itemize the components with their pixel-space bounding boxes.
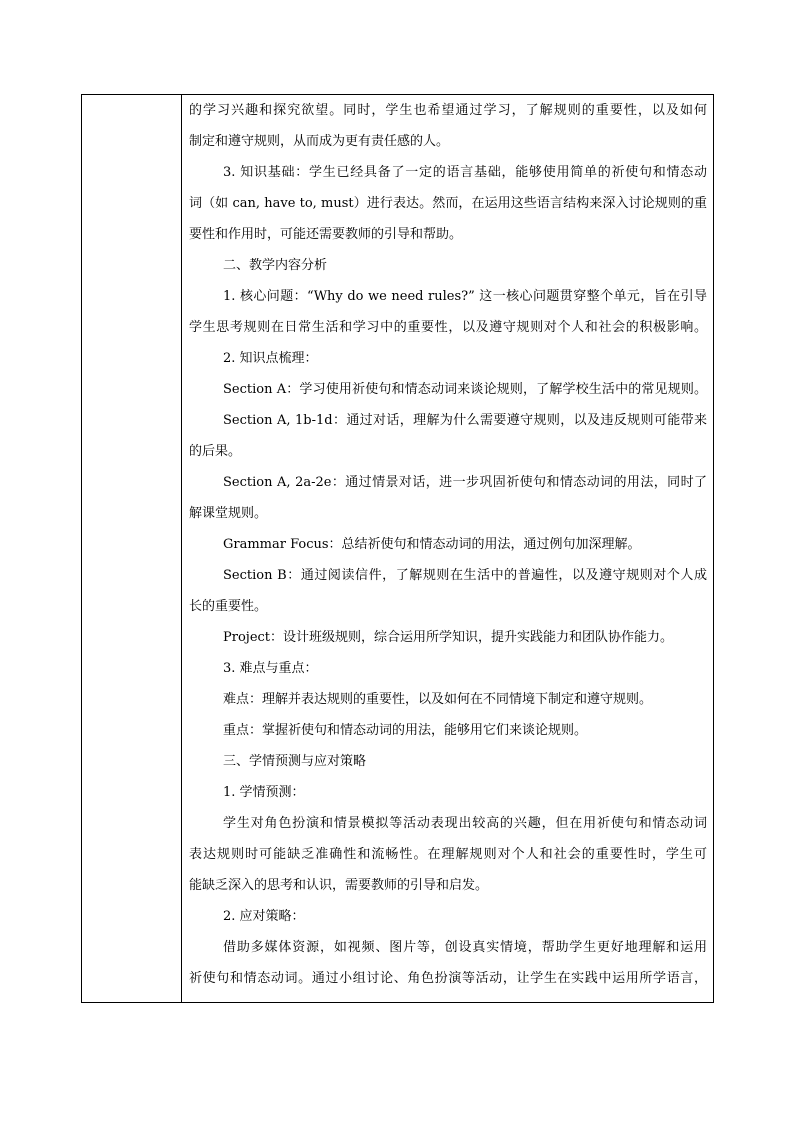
text-line: 1. 学情预测： <box>223 785 305 800</box>
table-content-cell <box>183 95 713 1002</box>
text-line: 的后果。 <box>189 444 242 459</box>
text-line: 学生思考规则在日常生活和学习中的重要性，以及遵守规则对个人和社会的积极影响。 <box>189 320 707 335</box>
text-line: 难点：理解并表达规则的重要性，以及如何在不同情境下制定和遵守规则。 <box>223 692 653 707</box>
text-line: 能缺乏深入的思考和认识，需要教师的引导和启发。 <box>189 878 489 893</box>
text-line: 3. 知识基础：学生已经具备了一定的语言基础，能够使用简单的祈使句和情态动 <box>223 165 707 180</box>
text-line: Section B：通过阅读信件，了解规则在生活中的普遍性，以及遵守规则对个人成 <box>223 568 707 583</box>
text-line: 长的重要性。 <box>189 599 268 614</box>
text-line: 学生对角色扮演和情景模拟等活动表现出较高的兴趣，但在用祈使句和情态动词 <box>223 816 707 831</box>
text-line: 的学习兴趣和探究欲望。同时，学生也希望通过学习，了解规则的重要性，以及如何 <box>189 103 707 118</box>
text-line: 三、学情预测与应对策略 <box>223 754 367 769</box>
text-line: 要性和作用时，可能还需要教师的引导和帮助。 <box>189 227 463 242</box>
text-line: 解课堂规则。 <box>189 506 268 521</box>
text-line: 表达规则时可能缺乏准确性和流畅性。在理解规则对个人和社会的重要性时，学生可 <box>189 847 707 862</box>
text-line: 2. 应对策略： <box>223 909 305 924</box>
text-line: Section A, 1b-1d：通过对话，理解为什么需要遵守规则，以及违反规则可能带来 <box>223 413 707 428</box>
text-line: 重点：掌握祈使句和情态动词的用法，能够用它们来谈论规则。 <box>223 723 588 738</box>
text-line: 借助多媒体资源，如视频、图片等，创设真实情境，帮助学生更好地理解和运用 <box>223 940 707 955</box>
text-line: 制定和遵守规则，从而成为更有责任感的人。 <box>189 134 450 149</box>
text-line: 1. 核心问题：“Why do we need rules?” 这一核心问题贯穿整个单元，旨在引导 <box>223 289 707 304</box>
document-table <box>81 94 714 1003</box>
text-line: Section A, 2a-2e：通过情景对话，进一步巩固祈使句和情态动词的用法，同时了 <box>223 475 707 490</box>
text-line: 词（如 can, have to, must）进行表达。然而，在运用这些语言结构来深入讨论规则的重 <box>189 196 707 211</box>
text-line: Project：设计班级规则，综合运用所学知识，提升实践能力和团队协作能力。 <box>223 630 674 645</box>
table-left-column <box>82 95 182 1002</box>
text-line: 二、教学内容分析 <box>223 258 328 273</box>
text-line: Grammar Focus：总结祈使句和情态动词的用法，通过例句加深理解。 <box>223 537 641 552</box>
text-line: 3. 难点与重点： <box>223 661 318 676</box>
text-line: 祈使句和情态动词。通过小组讨论、角色扮演等活动，让学生在实践中运用所学语言， <box>189 971 707 986</box>
text-line: Section A：学习使用祈使句和情态动词来谈论规则，了解学校生活中的常见规则。 <box>223 382 707 397</box>
text-line: 2. 知识点梳理： <box>223 351 318 366</box>
